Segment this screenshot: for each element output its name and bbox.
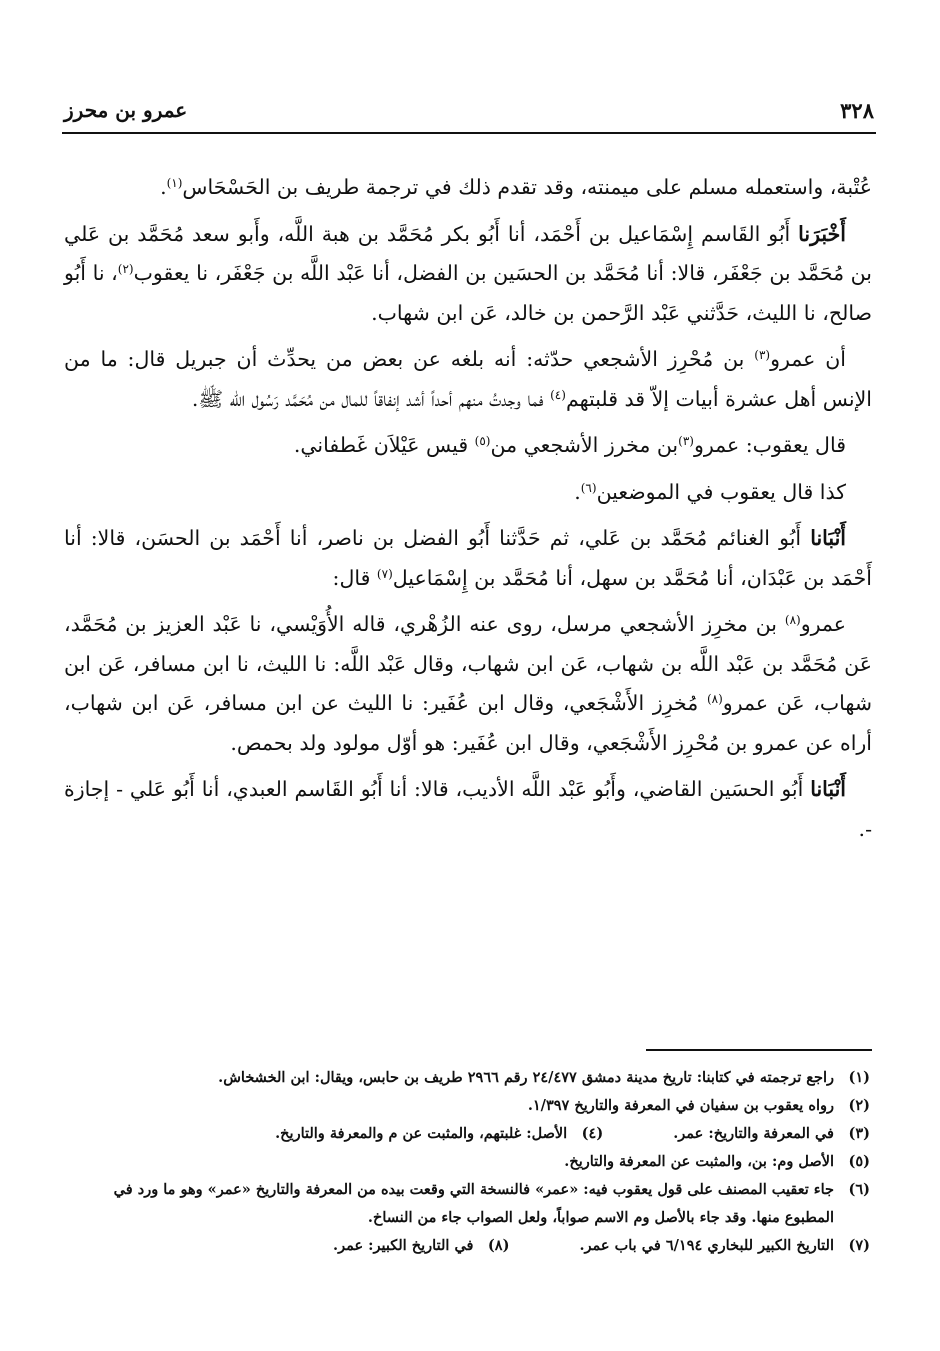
paragraph-1	[64, 168, 872, 208]
paragraph-tail: بن مخرِز الأشجعي مرسل، روى عنه الزُهْري، قاله الأُوَيْسي، نا عَبْد العزيز بن مُحَمَّد، عَن مُحَمَّد بن عَبْد اللَّه بن شهاب، عَن ابن شهاب، وقال عَبْد اللَّه: نا الليث، نا ابن مسافر، عَن ابن شهاب، عَن عمرو	[64, 612, 873, 715]
footnote-7	[579, 1232, 870, 1260]
footnote-divider	[646, 1049, 872, 1051]
paragraph-text: أَبُو القَاسم إِسْمَاعيل بن أَحْمَد، أنا أَبُو بكر مُحَمَّد بن هبة اللَّه، وأَبو سعد مُحَمَّد بن عَلي بن مُحَمَّد بن جَعْفَر، قالا: أنا مُحَمَّد بن الحسَين بن الفضل، أنا عَبْد اللَّه بن جَعْفَر، نا يعقوب	[64, 221, 872, 285]
footnote-ref[interactable]: (٨)	[706, 691, 723, 706]
footnote-number: (٨)	[487, 1237, 510, 1254]
paragraph-tail: بن مخرز الأشجعي من	[490, 433, 679, 457]
transmission-keyword: أَنْبَانا	[810, 777, 846, 801]
paragraph-text: عمرو	[800, 612, 846, 636]
page-header	[62, 96, 876, 134]
footnote-ref[interactable]: (٨)	[784, 612, 801, 627]
paragraph-text: عُتْبة، واستعمله مسلم على ميمنته، وقد تقدم ذلك في ترجمة طريف بن الحَسْحَاس	[182, 175, 872, 199]
paragraph-tail: .	[574, 479, 581, 504]
footnote-5	[70, 1148, 870, 1176]
running-title: عمرو بن محرز	[64, 98, 188, 122]
footnote-row-3-4	[70, 1120, 870, 1148]
paragraph-text: قال يعقوب: عمرو	[693, 433, 846, 457]
footnote-text: الأصل: غلبتهم، والمثبت عن م والمعرفة والتاريخ.	[275, 1125, 568, 1142]
footnote-row-7-8	[70, 1232, 870, 1260]
footnote-number: (٤)	[581, 1125, 604, 1142]
paragraph-tail: بن مُحْرِز الأشجعي حدّثه: أنه بلغه عن بعض من يحدِّث أن جبريل قال: ما من الإنس أهل عشرة أبيات إلاّ قد قلبتهم	[64, 347, 872, 411]
footnote-number: (١)	[848, 1069, 870, 1086]
paragraph-7	[64, 605, 872, 763]
footnote-2	[70, 1092, 870, 1120]
paragraph-tail-2: فما وجدتُ منهم أحداً أشد إنفاقاً للمال من مُحَمَّد رَسُول الله ﷺ.	[191, 386, 551, 411]
footnote-number: (٧)	[848, 1237, 870, 1254]
footnote-text: الأصل وم: بن، والمثبت عن المعرفة والتاريخ.	[564, 1153, 834, 1170]
footnote-8	[333, 1232, 509, 1260]
footnote-text: رواه يعقوب بن سفيان في المعرفة والتاريخ ١/٣٩٧.	[527, 1097, 834, 1114]
footnote-number: (٥)	[848, 1153, 870, 1170]
footnote-4	[275, 1120, 603, 1148]
footnote-6	[70, 1176, 870, 1232]
paragraph-6	[64, 519, 872, 598]
paragraph-tail-2: مُخرِز الأَشْجَعي، وقال ابن عُفَير: نا الليث عن ابن مسافر، عَن ابن شهاب، أراه عن عمرو بن مُحْرِز الأَشْجَعي، وقال ابن عُفَير: هو أوّل مولود ولد بحمص.	[64, 691, 872, 755]
footnote-text: جاء تعقيب المصنف على قول يعقوب فيه: «عمر» فالنسخة التي وقعت بيده من المعرفة والتاريخ «عمر» وهو ما ورد في المطبوع منها. وقد جاء بالأصل وم الاسم صواباً، ولعل الصواب جاء من النساخ.	[113, 1181, 834, 1226]
paragraph-2	[64, 215, 872, 334]
main-text	[64, 168, 872, 856]
page-number: ٣٢٨	[840, 98, 874, 123]
footnote-ref[interactable]: (٣)	[754, 347, 771, 362]
footnote-ref[interactable]: (٦)	[580, 480, 597, 495]
footnotes	[70, 1064, 870, 1260]
transmission-keyword: أَنْبَانا	[810, 526, 846, 550]
footnote-ref[interactable]: (١)	[166, 175, 183, 190]
paragraph-tail: قال:	[332, 565, 377, 590]
footnote-ref[interactable]: (٧)	[376, 566, 393, 581]
paragraph-4	[64, 426, 872, 466]
paragraph-tail-2: قيس عَيْلاَن غَطفاني.	[293, 433, 475, 457]
paragraph-text: أن عمرو	[770, 347, 847, 371]
footnote-ref[interactable]: (٤)	[550, 387, 566, 402]
paragraph-tail: .	[160, 175, 167, 199]
paragraph-5	[64, 473, 872, 513]
footnote-text: التاريخ الكبير للبخاري ٦/١٩٤ في باب عمر.	[579, 1237, 834, 1254]
transmission-keyword: أَخْبَرَنا	[798, 221, 846, 246]
paragraph-text: أَبُو الحسَين القاضي، وأَبُو عَبْد اللَّه الأديب، قالا: أنا أَبُو القَاسم العبدي، أنا أَبُو عَلي - إجازة -.	[64, 777, 872, 841]
footnote-3	[673, 1120, 870, 1148]
footnote-text: في التاريخ الكبير: عمر.	[333, 1237, 474, 1254]
footnote-ref[interactable]: (٢)	[117, 261, 134, 276]
paragraph-text: أَبُو الغنائم مُحَمَّد بن عَلي، ثم حَدَّثنا أَبُو الفضل بن ناصر، أنا أَحْمَد بن الحسَن، قالا: أنا أَحْمَد بن عَبْدَان، أنا مُحَمَّد بن سهل، أنا مُحَمَّد بن إِسْمَاعيل	[64, 526, 872, 590]
footnote-number: (٢)	[848, 1097, 870, 1114]
paragraph-8	[64, 770, 872, 849]
footnote-ref[interactable]: (٣)	[678, 433, 694, 448]
paragraph-tail: ، نا أَبُو صالح، نا الليث، حَدَّثني عَبْد الرَّحمن بن خالد، عَن ابن شهاب.	[64, 261, 872, 325]
footnote-text: في المعرفة والتاريخ: عمر.	[673, 1125, 834, 1142]
paragraph-3	[64, 340, 872, 419]
footnote-number: (٦)	[848, 1181, 870, 1198]
paragraph-text: كذا قال يعقوب في الموضعين	[596, 479, 846, 504]
footnote-text: راجع ترجمته في كتابنا: تاريخ مدينة دمشق ٢٤/٤٧٧ رقم ٢٩٦٦ طريف بن حابس، ويقال: ابن الخشخاش.	[218, 1069, 834, 1086]
footnote-ref[interactable]: (٥)	[474, 433, 491, 448]
footnote-number: (٣)	[848, 1125, 870, 1142]
footnote-1	[70, 1064, 870, 1092]
